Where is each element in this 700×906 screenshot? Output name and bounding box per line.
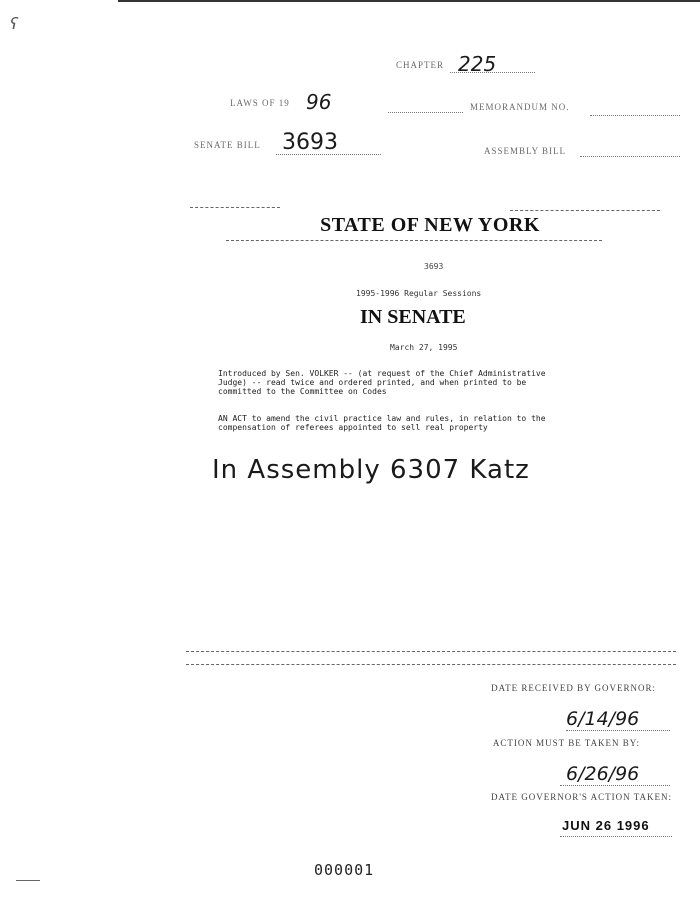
chapter-label: CHAPTER <box>396 60 445 70</box>
bill-number: 3693 <box>424 262 444 271</box>
laws-value: 96 <box>306 90 332 114</box>
session: 1995-1996 Regular Sessions <box>356 289 482 298</box>
received-value: 6/14/96 <box>566 708 640 730</box>
introduced-line-2: Judge) -- read twice and ordered printed, and when printed to be <box>218 378 527 387</box>
action-must-line <box>560 785 670 786</box>
laws-label: LAWS OF 19 <box>230 98 290 108</box>
received-line <box>566 730 670 731</box>
action-must-value: 6/26/96 <box>566 763 640 785</box>
introduced-line-1: Introduced by Sen. VOLKER -- (at request of the Chief Administrative <box>218 369 546 378</box>
lower-rule-2 <box>186 664 676 665</box>
act-line-1: AN ACT to amend the civil practice law and rules, in relation to the <box>218 414 546 423</box>
lower-rule-1 <box>186 651 676 652</box>
memorandum-label: MEMORANDUM NO. <box>470 102 570 112</box>
state-title: STATE OF NEW YORK <box>320 214 540 236</box>
bottom-mark <box>16 880 40 881</box>
title-rule-bottom <box>226 240 602 241</box>
chamber: IN SENATE <box>360 306 466 328</box>
senate-bill-value: 3693 <box>282 130 338 155</box>
assembly-bill-line <box>580 156 680 157</box>
page-number: 000001 <box>314 861 375 879</box>
action-taken-stamp: JUN 26 1996 <box>562 818 650 833</box>
action-taken-line <box>560 836 672 837</box>
chapter-value: 225 <box>458 52 497 76</box>
corner-mark: ʕ <box>10 14 19 33</box>
bill-date: March 27, 1995 <box>390 343 458 352</box>
action-must-label: ACTION MUST BE TAKEN BY: <box>492 738 640 748</box>
memorandum-line <box>590 115 680 116</box>
action-taken-label: DATE GOVERNOR'S ACTION TAKEN: <box>491 792 672 802</box>
act-line-2: compensation of referees appointed to sell real property <box>218 423 488 432</box>
handwritten-note: In Assembly 6307 Katz <box>212 455 530 485</box>
title-rule-left <box>190 207 280 208</box>
assembly-bill-label: ASSEMBLY BILL <box>484 146 567 156</box>
received-label: DATE RECEIVED BY GOVERNOR: <box>491 683 656 693</box>
senate-bill-line <box>276 154 381 155</box>
introduced-line-3: committed to the Committee on Codes <box>218 387 387 396</box>
chapter-line <box>450 72 535 73</box>
senate-bill-label: SENATE BILL <box>194 140 261 150</box>
title-rule-right <box>510 210 660 211</box>
top-border <box>118 0 700 2</box>
memorandum-line-left <box>388 112 463 113</box>
